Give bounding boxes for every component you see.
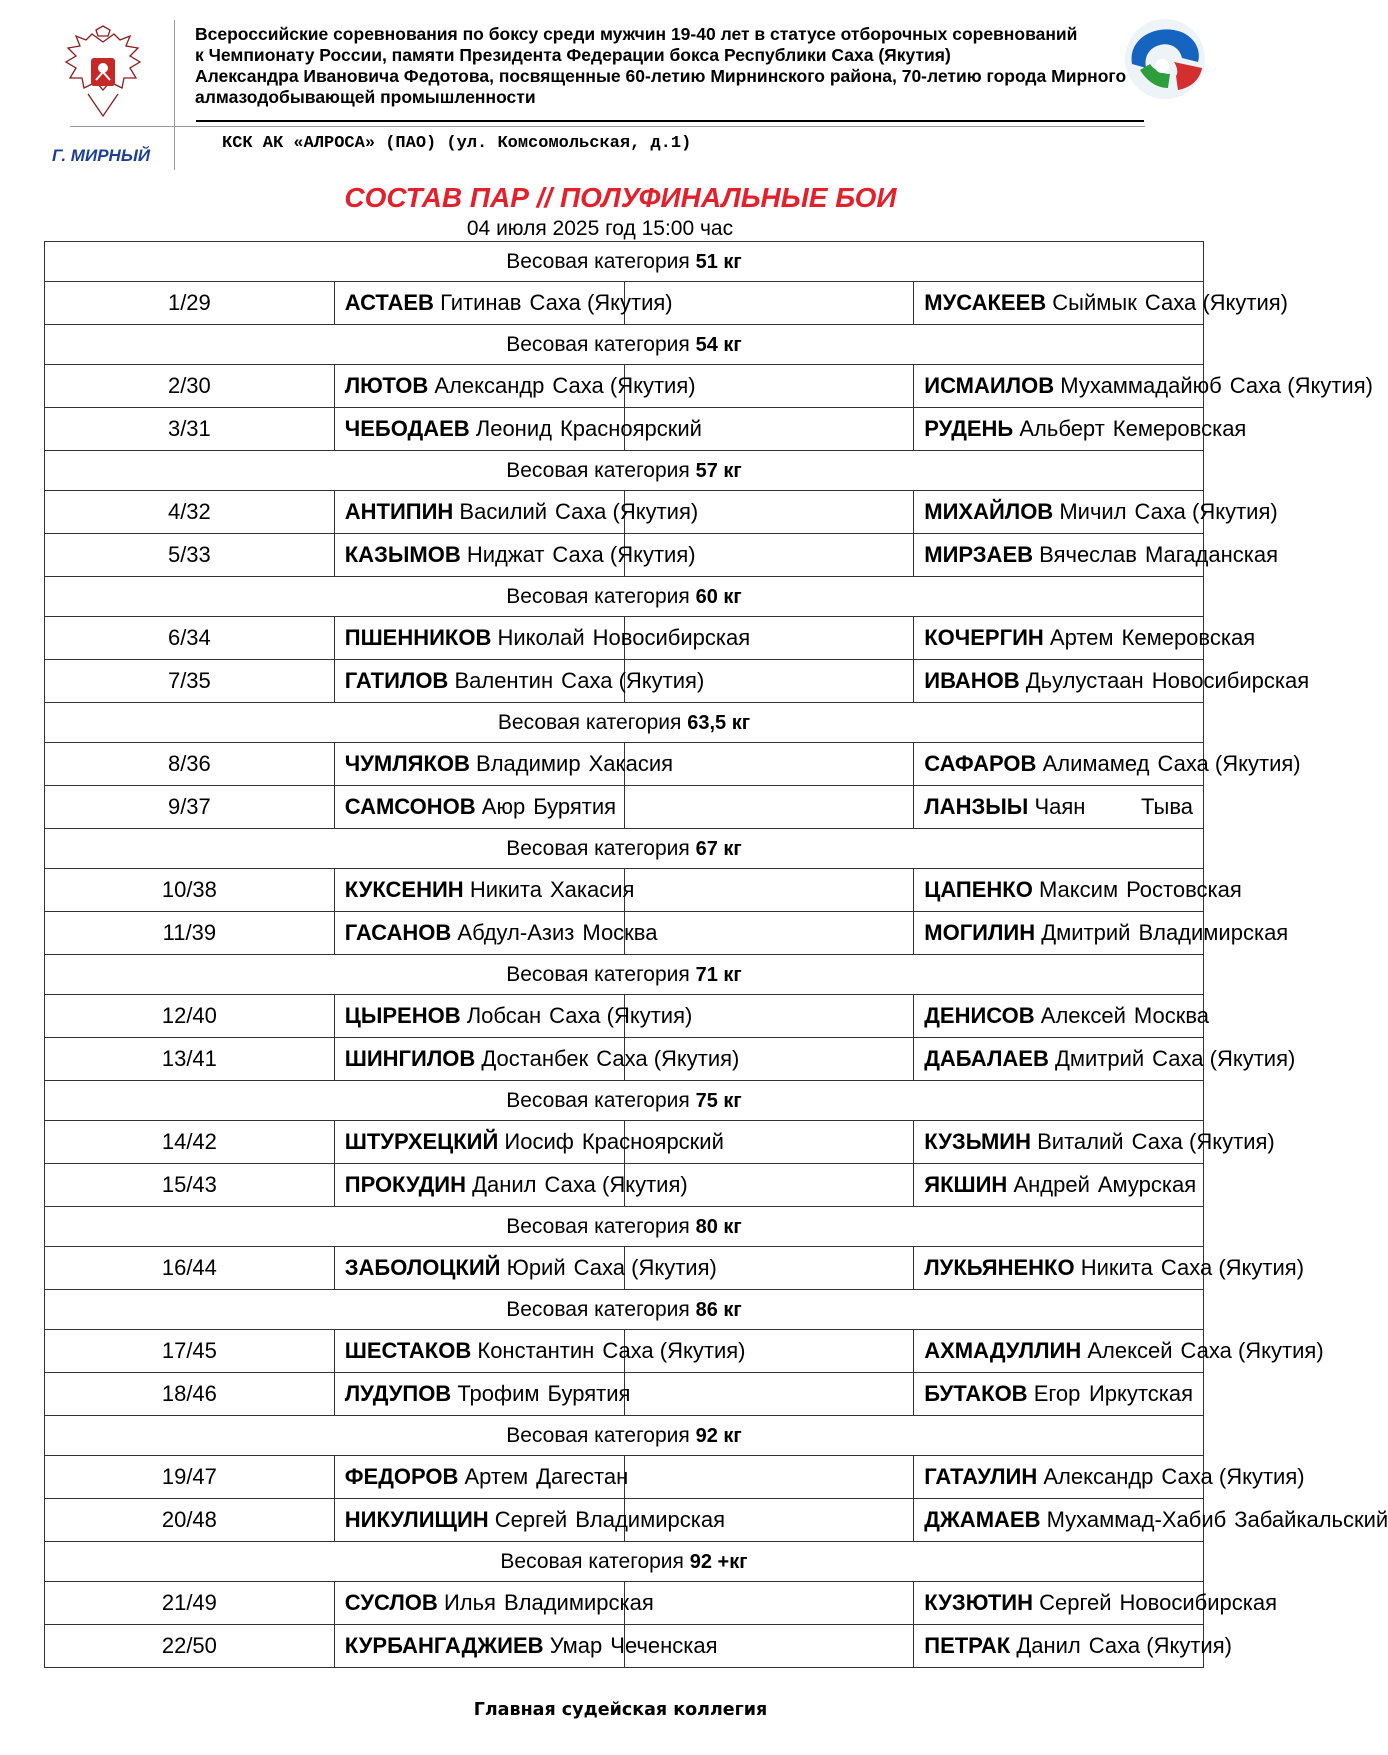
fighter-region: Чеченская — [610, 1633, 718, 1658]
weight-category-prefix: Весовая категория — [506, 1214, 690, 1238]
fighter-surname: ПЕТРАК — [924, 1633, 1011, 1658]
weight-category-label — [45, 577, 1204, 617]
fighter-region: Хакасия — [588, 751, 674, 776]
document-title: СОСТАВ ПАР // ПОЛУФИНАЛЬНЫЕ БОИ — [344, 182, 897, 213]
fighter-region: Саха (Якутия) — [552, 542, 696, 567]
bout-number: 15/43 — [45, 1164, 335, 1207]
weight-category-prefix: Весовая категория — [506, 836, 690, 860]
bout-row — [45, 660, 1204, 703]
fighter-surname: КУЗЬМИН — [924, 1129, 1031, 1154]
weight-category-value: 51 кг — [695, 250, 742, 273]
red-corner-fighter — [334, 869, 635, 912]
venue-address: КСК АК «АЛРОСА» (ПАО) (ул. Комсомольская, д.1) — [222, 134, 692, 153]
weight-category-value: 57 кг — [695, 459, 742, 482]
bout-number: 10/38 — [45, 869, 335, 912]
blue-corner-fighter — [914, 1625, 1232, 1668]
weight-category-prefix: Весовая категория — [506, 584, 690, 608]
fighter-surname: ЧУМЛЯКОВ — [344, 751, 470, 776]
fighter-region: Саха (Якутия) — [561, 668, 705, 693]
fighter-region: Саха (Якутия) — [573, 1255, 717, 1280]
weight-category-value: 80 кг — [695, 1215, 742, 1238]
fighter-surname: МИХАЙЛОВ — [924, 499, 1054, 524]
fighter-region: Кемеровская — [1121, 625, 1256, 650]
red-corner-fighter — [334, 1456, 629, 1499]
weight-category-row — [45, 955, 1204, 995]
fighter-region: Саха (Якутия) — [1144, 290, 1289, 315]
weight-category-label — [45, 325, 1204, 365]
fighter-surname: ШТУРХЕЦКИЙ — [344, 1129, 499, 1154]
red-corner-fighter — [334, 617, 751, 660]
fighter-region: Забайкальский — [1234, 1507, 1388, 1532]
fighter-first-name: Сыймык — [1052, 290, 1137, 315]
fighter-first-name: Константин — [477, 1338, 595, 1363]
fighter-surname: РУДЕНЬ — [924, 416, 1014, 441]
red-corner-fighter — [334, 1499, 725, 1542]
fighter-region: Бурятия — [533, 794, 617, 819]
fighter-first-name: Валентин — [454, 668, 554, 693]
bout-row — [45, 786, 1204, 829]
fighter-surname: КУКСЕНИН — [344, 877, 464, 902]
fighter-surname: АХМАДУЛЛИН — [924, 1338, 1082, 1363]
fighter-surname: ЦЫРЕНОВ — [344, 1003, 461, 1028]
fighter-surname: ШИНГИЛОВ — [344, 1046, 476, 1071]
bout-number: 5/33 — [45, 534, 335, 577]
weight-category-label — [45, 242, 1204, 282]
boxing-federation-logo — [1118, 18, 1212, 100]
blue-corner-fighter — [914, 491, 1278, 534]
fighter-surname: ЛАНЗЫЫ — [924, 794, 1029, 819]
weight-category-row — [45, 242, 1204, 282]
weight-category-value: 75 кг — [695, 1089, 742, 1112]
fighter-region: Саха (Якутия) — [1157, 751, 1301, 776]
fighter-first-name: Вячеслав — [1039, 542, 1137, 567]
bout-number: 3/31 — [45, 408, 335, 451]
fighter-first-name: Дмитрий — [1041, 920, 1131, 945]
blue-corner-fighter — [914, 912, 1289, 955]
weight-category-label — [45, 829, 1204, 869]
fighter-first-name: Мухаммад-Хабиб — [1046, 1507, 1227, 1532]
fighter-first-name: Юрий — [506, 1255, 566, 1280]
fighter-first-name: Гитинав — [440, 290, 522, 315]
fighter-first-name: Илья — [443, 1590, 496, 1615]
bout-row — [45, 282, 1204, 325]
fighter-surname: ЧЕБОДАЕВ — [344, 416, 470, 441]
weight-category-value: 92 кг — [695, 1424, 742, 1447]
bout-number: 8/36 — [45, 743, 335, 786]
fighter-first-name: Максим — [1038, 877, 1119, 902]
fighter-region: Иркутская — [1088, 1381, 1193, 1406]
weight-category-row — [45, 1542, 1204, 1582]
fighter-surname: ГАСАНОВ — [344, 920, 452, 945]
competition-title-line: к Чемпионату России, памяти Президента Федерации бокса Республики Саха (Якутия) — [195, 45, 951, 65]
weight-category-label — [45, 955, 1204, 995]
fighter-region: Магаданская — [1144, 542, 1279, 567]
bout-number: 14/42 — [45, 1121, 335, 1164]
bout-separator-cell — [624, 1456, 914, 1499]
fighter-surname: ИСМАИЛОВ — [924, 373, 1055, 398]
bout-separator-cell — [624, 869, 914, 912]
fighter-surname: МУСАКЕЕВ — [924, 290, 1047, 315]
red-corner-fighter — [334, 1373, 631, 1416]
fighter-region: Саха (Якутия) — [1160, 1255, 1305, 1280]
red-corner-fighter — [334, 365, 696, 408]
weight-category-prefix: Весовая категория — [506, 332, 690, 356]
header-underline — [196, 120, 1144, 122]
weight-category-label — [45, 451, 1204, 491]
blue-corner-fighter — [914, 365, 1373, 408]
blue-corner-fighter — [914, 617, 1256, 660]
blue-corner-fighter — [914, 1499, 1388, 1542]
fighter-first-name: Данил — [472, 1172, 537, 1197]
blue-corner-fighter — [914, 869, 1242, 912]
fighter-surname: ПРОКУДИН — [344, 1172, 466, 1197]
blue-corner-fighter — [914, 534, 1279, 577]
fighter-surname: ЛЮТОВ — [344, 373, 429, 398]
bout-separator-cell — [624, 1582, 914, 1625]
fighter-surname: КАЗЫМОВ — [344, 542, 461, 567]
fighter-region: Владимирская — [575, 1507, 725, 1532]
fighter-region: Красноярский — [581, 1129, 724, 1154]
fighter-first-name: Владимир — [476, 751, 581, 776]
bout-row — [45, 1499, 1204, 1542]
fighter-first-name: Дмитрий — [1054, 1046, 1145, 1071]
blue-corner-fighter — [914, 1330, 1324, 1373]
bout-row — [45, 617, 1204, 660]
weight-category-prefix: Весовая категория — [506, 458, 690, 482]
bout-number: 9/37 — [45, 786, 335, 829]
fighter-region: Новосибирская — [1151, 668, 1310, 693]
red-corner-fighter — [334, 1330, 746, 1373]
bout-row — [45, 995, 1204, 1038]
bout-number: 1/29 — [45, 282, 335, 325]
fighter-region: Владимирская — [503, 1590, 654, 1615]
weight-category-prefix: Весовая категория — [497, 710, 682, 734]
fighter-first-name: Умар — [549, 1633, 603, 1658]
weight-category-value: 92 +кг — [689, 1550, 748, 1573]
bout-number: 2/30 — [45, 365, 335, 408]
red-corner-fighter — [334, 912, 658, 955]
bout-row — [45, 912, 1204, 955]
blue-corner-fighter — [914, 786, 1204, 829]
competition-title-line: Александра Ивановича Федотова, посвященные 60-летию Мирнинского района, 70-летию города Мирного — [195, 66, 1127, 86]
fighter-first-name: Данил — [1016, 1633, 1081, 1658]
weight-category-row — [45, 703, 1204, 743]
weight-category-label — [45, 1207, 1204, 1247]
fighter-surname: МИРЗАЕВ — [924, 542, 1034, 567]
bout-row — [45, 491, 1204, 534]
fighter-first-name: Виталий — [1037, 1129, 1124, 1154]
fighter-region: Москва — [1133, 1003, 1210, 1028]
fighter-surname: НИКУЛИЩИН — [344, 1507, 489, 1532]
fighter-region: Тыва — [1141, 794, 1193, 819]
competition-title-line: Всероссийские соревнования по боксу среди мужчин 19-40 лет в статусе отборочных соревнований — [195, 24, 1078, 44]
fighter-surname: ЛУКЬЯНЕНКО — [924, 1255, 1075, 1280]
bout-row — [45, 408, 1204, 451]
weight-category-label — [45, 1290, 1204, 1330]
weight-category-label — [45, 1081, 1204, 1121]
fighter-first-name: Ниджат — [466, 542, 545, 567]
fighter-surname: БУТАКОВ — [924, 1381, 1028, 1406]
bout-row — [45, 1625, 1204, 1668]
fighter-first-name: Никита — [469, 877, 542, 902]
blue-corner-fighter — [914, 1038, 1296, 1081]
fighter-first-name: Сергей — [494, 1507, 568, 1532]
fighter-first-name: Артем — [1049, 625, 1114, 650]
bout-row — [45, 1164, 1204, 1207]
fighter-first-name: Алексей — [1040, 1003, 1126, 1028]
fighter-surname: ШЕСТАКОВ — [344, 1338, 472, 1363]
fighter-surname: ПШЕННИКОВ — [344, 625, 492, 650]
bout-number: 4/32 — [45, 491, 335, 534]
fighter-surname: ЯКШИН — [924, 1172, 1008, 1197]
fighter-region: Саха (Якутия) — [1131, 1129, 1275, 1154]
red-corner-fighter — [334, 1582, 654, 1625]
red-corner-fighter — [334, 995, 693, 1038]
weight-category-label — [45, 1416, 1204, 1456]
red-corner-fighter — [334, 660, 705, 703]
red-corner-fighter — [334, 1038, 740, 1081]
fighter-region: Саха (Якутия) — [1134, 499, 1278, 524]
fighter-region: Саха (Якутия) — [1180, 1338, 1324, 1363]
fighter-first-name: Мичил — [1059, 499, 1127, 524]
fighter-first-name: Александр — [1043, 1464, 1154, 1489]
fighter-first-name: Сергей — [1039, 1590, 1112, 1615]
bout-number: 11/39 — [45, 912, 335, 955]
fighter-surname: ЦАПЕНКО — [924, 877, 1033, 902]
fighter-first-name: Аюр — [481, 794, 526, 819]
bout-number: 7/35 — [45, 660, 335, 703]
fighter-region: Саха (Якутия) — [1152, 1046, 1296, 1071]
weight-category-value: 54 кг — [695, 333, 742, 356]
red-corner-fighter — [334, 1625, 718, 1668]
bout-pairs-table — [44, 241, 1388, 1668]
blue-corner-fighter — [914, 1456, 1305, 1499]
fighter-region: Новосибирская — [592, 625, 751, 650]
weight-category-value: 86 кг — [695, 1298, 742, 1321]
fighter-surname: ДАБАЛАЕВ — [924, 1046, 1049, 1071]
weight-category-row — [45, 1416, 1204, 1456]
red-corner-fighter — [334, 1121, 724, 1164]
bout-number: 18/46 — [45, 1373, 335, 1416]
blue-corner-fighter — [914, 1121, 1275, 1164]
bout-row — [45, 1582, 1204, 1625]
blue-corner-fighter — [914, 743, 1301, 786]
fighter-first-name: Альберт — [1019, 416, 1105, 441]
bout-number: 12/40 — [45, 995, 335, 1038]
fighter-region: Саха (Якутия) — [602, 1338, 746, 1363]
weight-category-value: 60 кг — [695, 585, 742, 608]
fighter-first-name: Леонид — [475, 416, 552, 441]
red-corner-fighter — [334, 786, 624, 829]
fighter-first-name: Егор — [1033, 1381, 1081, 1406]
fighter-region: Дагестан — [536, 1464, 629, 1489]
fighter-surname: АНТИПИН — [344, 499, 454, 524]
fighter-region: Саха (Якутия) — [1161, 1464, 1305, 1489]
fighter-region: Саха (Якутия) — [1229, 373, 1373, 398]
bout-row — [45, 534, 1204, 577]
bout-row — [45, 365, 1204, 408]
weight-category-value: 67 кг — [695, 837, 742, 860]
weight-category-prefix: Весовая категория — [506, 962, 690, 986]
bout-row — [45, 1247, 1204, 1290]
bout-number: 17/45 — [45, 1330, 335, 1373]
fighter-surname: МОГИЛИН — [924, 920, 1036, 945]
bout-number: 6/34 — [45, 617, 335, 660]
weight-category-label — [45, 703, 1204, 743]
fighter-region: Саха (Якутия) — [529, 290, 673, 315]
red-corner-fighter — [334, 491, 699, 534]
bout-separator-cell — [624, 1373, 914, 1416]
blue-corner-fighter — [914, 1582, 1278, 1625]
fighter-first-name: Мухаммадайюб — [1060, 373, 1222, 398]
weight-category-value: 71 кг — [695, 963, 742, 986]
weight-category-row — [45, 829, 1204, 869]
fighter-surname: ГАТАУЛИН — [924, 1464, 1038, 1489]
fighter-region: Саха (Якутия) — [544, 1172, 688, 1197]
bout-row — [45, 1038, 1204, 1081]
fighter-region: Саха (Якутия) — [596, 1046, 740, 1071]
fighter-first-name: Артем — [464, 1464, 529, 1489]
fighter-first-name: Достанбек — [481, 1046, 589, 1071]
fighter-region: Саха (Якутия) — [1088, 1633, 1232, 1658]
fighter-region: Новосибирская — [1119, 1590, 1278, 1615]
bout-row — [45, 1373, 1204, 1416]
fighter-surname: ЛУДУПОВ — [344, 1381, 452, 1406]
fighter-first-name: Василий — [459, 499, 548, 524]
fighter-surname: КУРБАНГАДЖИЕВ — [344, 1633, 544, 1658]
weight-category-label — [45, 1542, 1204, 1582]
blue-corner-fighter — [914, 282, 1289, 325]
bout-number: 19/47 — [45, 1456, 335, 1499]
fighter-first-name: Чаян — [1034, 794, 1086, 819]
bout-number: 20/48 — [45, 1499, 335, 1542]
weight-category-prefix: Весовая категория — [506, 249, 690, 273]
header-divider-horizontal — [70, 126, 1145, 127]
competition-title-line: алмазодобывающей промышленности — [195, 87, 536, 107]
red-corner-fighter — [334, 408, 702, 451]
fighter-surname: АСТАЕВ — [344, 290, 434, 315]
blue-corner-fighter — [914, 660, 1310, 703]
header-divider-vertical — [174, 20, 175, 170]
fighter-surname: СУСЛОВ — [344, 1590, 438, 1615]
fighter-surname: ЗАБОЛОЦКИЙ — [344, 1255, 501, 1280]
bout-number: 21/49 — [45, 1582, 335, 1625]
event-date: 04 июля 2025 год 15:00 час — [466, 217, 734, 240]
weight-category-row — [45, 325, 1204, 365]
federation-emblem — [62, 24, 144, 124]
fighter-first-name: Дьулустаан — [1025, 668, 1144, 693]
fighter-region: Саха (Якутия) — [552, 373, 696, 398]
competition-title — [195, 24, 1145, 108]
red-corner-fighter — [334, 1247, 717, 1290]
fighter-surname: ФЕДОРОВ — [344, 1464, 459, 1489]
footer-signature: Главная судейская коллегия — [473, 1700, 768, 1720]
fighter-region: Владимирская — [1138, 920, 1289, 945]
bout-row — [45, 1330, 1204, 1373]
red-corner-fighter — [334, 1164, 688, 1207]
fighter-first-name: Алексей — [1087, 1338, 1173, 1363]
fighter-surname: КУЗЮТИН — [924, 1590, 1033, 1615]
fighter-first-name: Александр — [434, 373, 545, 398]
fighter-surname: ИВАНОВ — [924, 668, 1020, 693]
blue-corner-fighter — [914, 408, 1247, 451]
weight-category-prefix: Весовая категория — [500, 1549, 684, 1573]
red-corner-fighter — [334, 534, 696, 577]
fighter-region: Москва — [582, 920, 658, 945]
blue-corner-fighter — [914, 1164, 1204, 1207]
bout-separator-cell — [624, 912, 914, 955]
fighter-region: Саха (Якутия) — [549, 1003, 693, 1028]
blue-corner-fighter — [914, 1373, 1204, 1416]
bout-number: 16/44 — [45, 1247, 335, 1290]
weight-category-row — [45, 451, 1204, 491]
bout-number: 22/50 — [45, 1625, 335, 1668]
fighter-surname: ДЖАМАЕВ — [924, 1507, 1041, 1532]
fighter-first-name: Иосиф — [504, 1129, 574, 1154]
fighter-surname: ДЕНИСОВ — [924, 1003, 1035, 1028]
city-label: Г. МИРНЫЙ — [52, 146, 151, 165]
weight-category-prefix: Весовая категория — [506, 1297, 690, 1321]
fighter-first-name: Никита — [1080, 1255, 1153, 1280]
bout-row — [45, 1121, 1204, 1164]
weight-category-prefix: Весовая категория — [506, 1088, 690, 1112]
fighter-surname: ГАТИЛОВ — [344, 668, 449, 693]
fighter-first-name: Трофим — [457, 1381, 540, 1406]
bout-row — [45, 869, 1204, 912]
fighter-region: Бурятия — [547, 1381, 631, 1406]
fighter-first-name: Абдул-Азиз — [457, 920, 575, 945]
red-corner-fighter — [334, 743, 674, 786]
red-corner-fighter — [334, 282, 673, 325]
fighter-first-name: Андрей — [1013, 1172, 1090, 1197]
fighter-region: Саха (Якутия) — [555, 499, 699, 524]
fighter-region: Ростовская — [1126, 877, 1242, 902]
fighter-region: Амурская — [1097, 1172, 1197, 1197]
fighter-first-name: Лобсан — [466, 1003, 542, 1028]
fighter-region: Кемеровская — [1112, 416, 1247, 441]
bout-row — [45, 743, 1204, 786]
fighter-surname: САМСОНОВ — [344, 794, 476, 819]
weight-category-row — [45, 1290, 1204, 1330]
fighter-surname: САФАРОВ — [924, 751, 1037, 776]
weight-category-row — [45, 577, 1204, 617]
blue-corner-fighter — [914, 1247, 1305, 1290]
fighter-first-name: Алимамед — [1042, 751, 1150, 776]
weight-category-prefix: Весовая категория — [506, 1423, 690, 1447]
weight-category-row — [45, 1207, 1204, 1247]
weight-category-value: 63,5 кг — [687, 711, 751, 734]
bout-row — [45, 1456, 1204, 1499]
blue-corner-fighter — [914, 995, 1210, 1038]
fighter-region: Хакасия — [549, 877, 635, 902]
fighter-region: Красноярский — [559, 416, 702, 441]
fighter-surname: КОЧЕРГИН — [924, 625, 1044, 650]
bout-separator-cell — [624, 786, 914, 829]
bout-number: 13/41 — [45, 1038, 335, 1081]
weight-category-row — [45, 1081, 1204, 1121]
fighter-first-name: Николай — [497, 625, 585, 650]
